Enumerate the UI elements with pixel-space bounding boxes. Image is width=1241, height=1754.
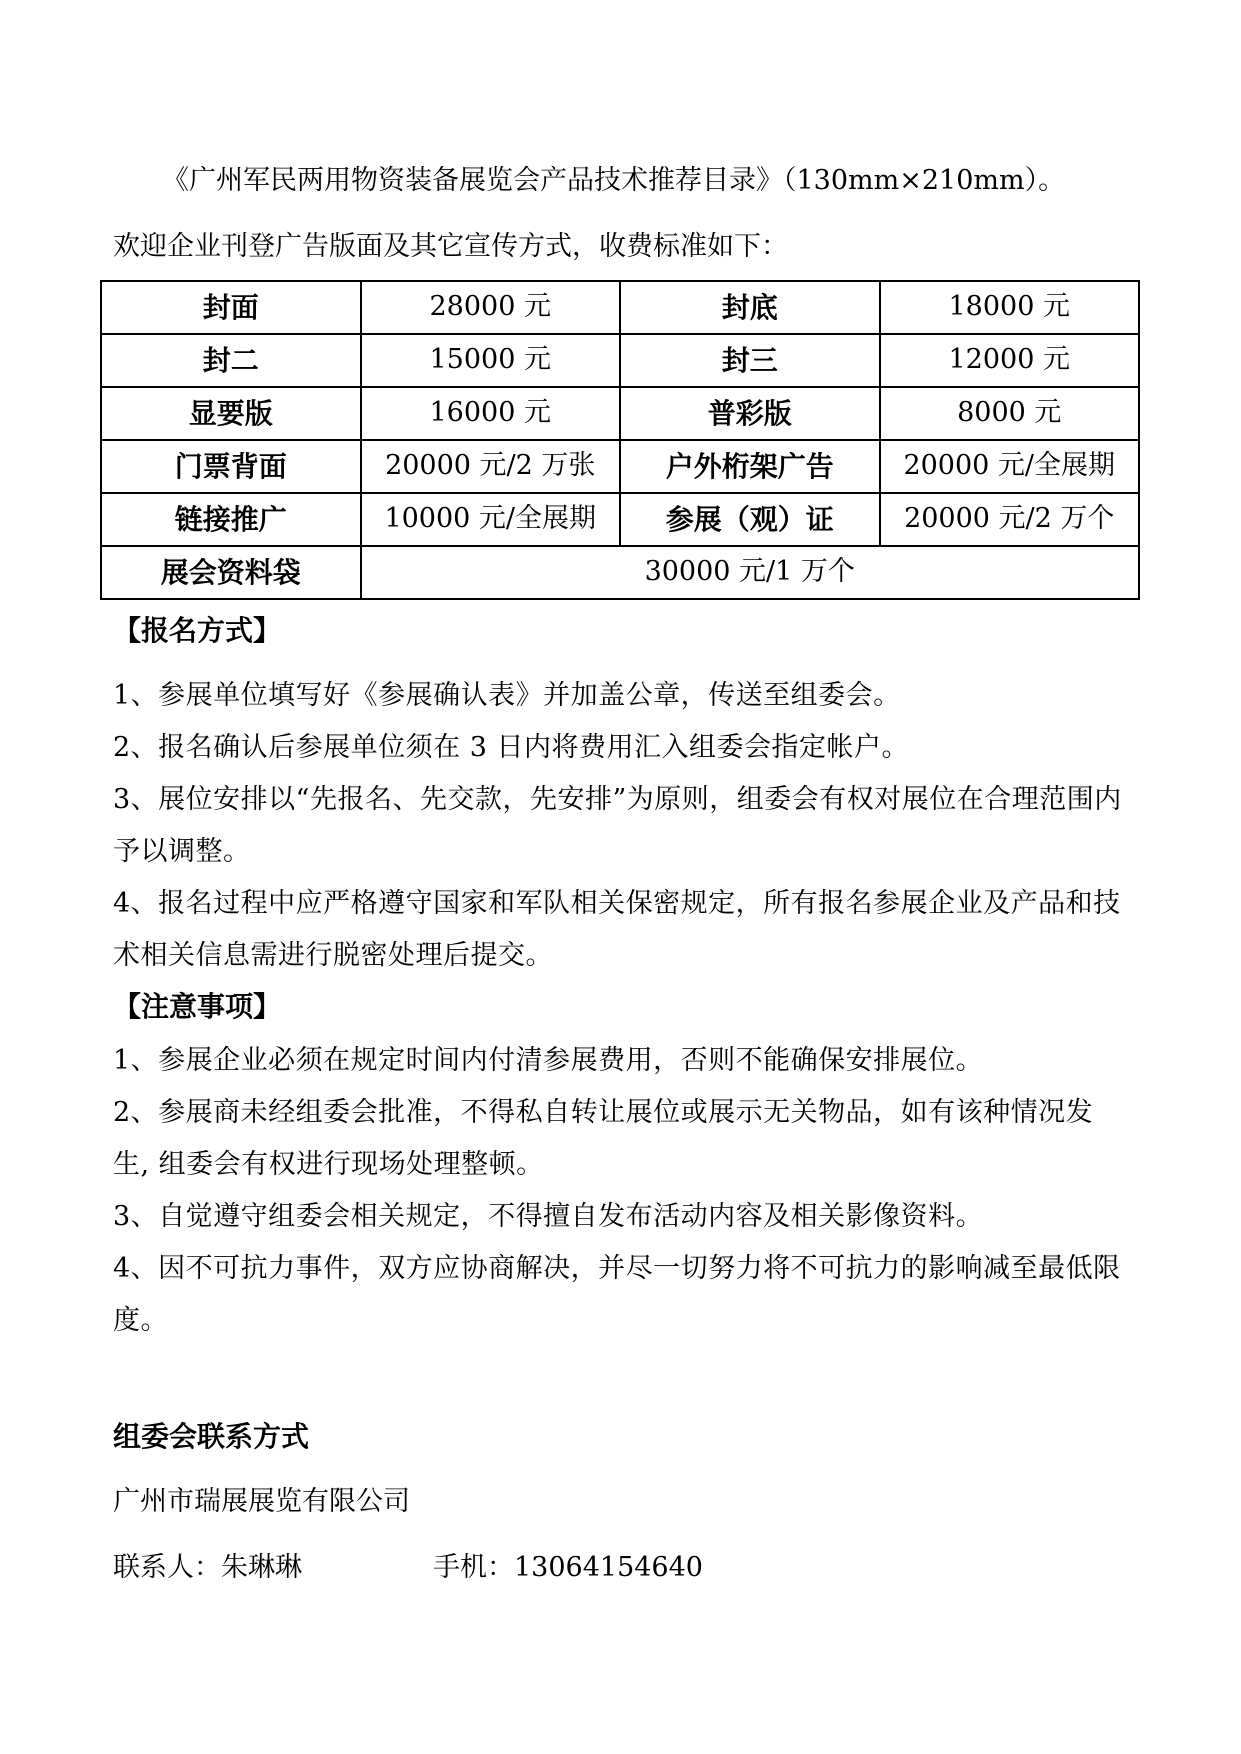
table-row [101,493,1139,546]
table-row [101,281,1139,334]
fee-value: 28000 元 [361,281,621,334]
contact-person: 联系人：朱琳琳 [113,1552,302,1583]
fee-label: 封底 [620,281,880,334]
fee-value: 30000 元/1 万个 [361,546,1140,599]
notes-item: 4、因不可抗力事件，双方应协商解决，并尽一切努力将不可抗力的影响减至最低限度。 [113,1253,1121,1336]
intro-fee-statement: 欢迎企业刊登广告版面及其它宣传方式，收费标准如下： [113,231,788,262]
registration-item: 3、展位安排以“先报名、先交款，先安排”为原则，组委会有权对展位在合理范围内予以调整。 [113,784,1122,867]
table-row [101,440,1139,493]
fee-label: 普彩版 [620,387,880,440]
fee-value: 15000 元 [361,334,621,387]
fee-value: 20000 元/全展期 [880,440,1140,493]
contact-phone: 手机：13064154640 [433,1552,703,1583]
fee-value: 10000 元/全展期 [361,493,621,546]
fee-table [100,280,1140,600]
fee-value: 20000 元/2 万张 [361,440,621,493]
fee-label: 链接推广 [101,493,361,546]
fee-value: 16000 元 [361,387,621,440]
registration-item: 1、参展单位填写好《参展确认表》并加盖公章，传送至组委会。 [113,680,901,711]
table-row [101,546,1139,599]
fee-label: 展会资料袋 [101,546,361,599]
fee-label: 封面 [101,281,361,334]
fee-value: 20000 元/2 万个 [880,493,1140,546]
fee-value: 18000 元 [880,281,1140,334]
fee-value: 8000 元 [880,387,1140,440]
registration-item: 2、报名确认后参展单位须在 3 日内将费用汇入组委会指定帐户。 [113,732,910,763]
fee-label: 户外桁架广告 [620,440,880,493]
fee-label: 封二 [101,334,361,387]
fee-label: 显要版 [101,387,361,440]
registration-heading: 【报名方式】 [113,614,282,647]
notes-heading: 【注意事项】 [113,990,282,1023]
contact-heading: 组委会联系方式 [113,1420,310,1453]
fee-label: 封三 [620,334,880,387]
notes-item: 3、自觉遵守组委会相关规定，不得擅自发布活动内容及相关影像资料。 [113,1201,984,1232]
table-row [101,387,1139,440]
fee-label: 参展（观）证 [620,493,880,546]
registration-item: 4、报名过程中应严格遵守国家和军队相关保密规定，所有报名参展企业及产品和技术相关信息需进行脱密处理后提交。 [113,888,1121,971]
intro-catalog-title: 《广州军民两用物资装备展览会产品技术推荐目录》（130mm×210mm）。 [162,165,1066,196]
company-name: 广州市瑞展展览有限公司 [113,1486,410,1517]
fee-label: 门票背面 [101,440,361,493]
table-row [101,334,1139,387]
notes-item: 1、参展企业必须在规定时间内付清参展费用，否则不能确保安排展位。 [113,1045,984,1076]
notes-item: 2、参展商未经组委会批准，不得私自转让展位或展示无关物品，如有该种情况发生, 组委会有权进行现场处理整顿。 [113,1097,1094,1180]
fee-value: 12000 元 [880,334,1140,387]
